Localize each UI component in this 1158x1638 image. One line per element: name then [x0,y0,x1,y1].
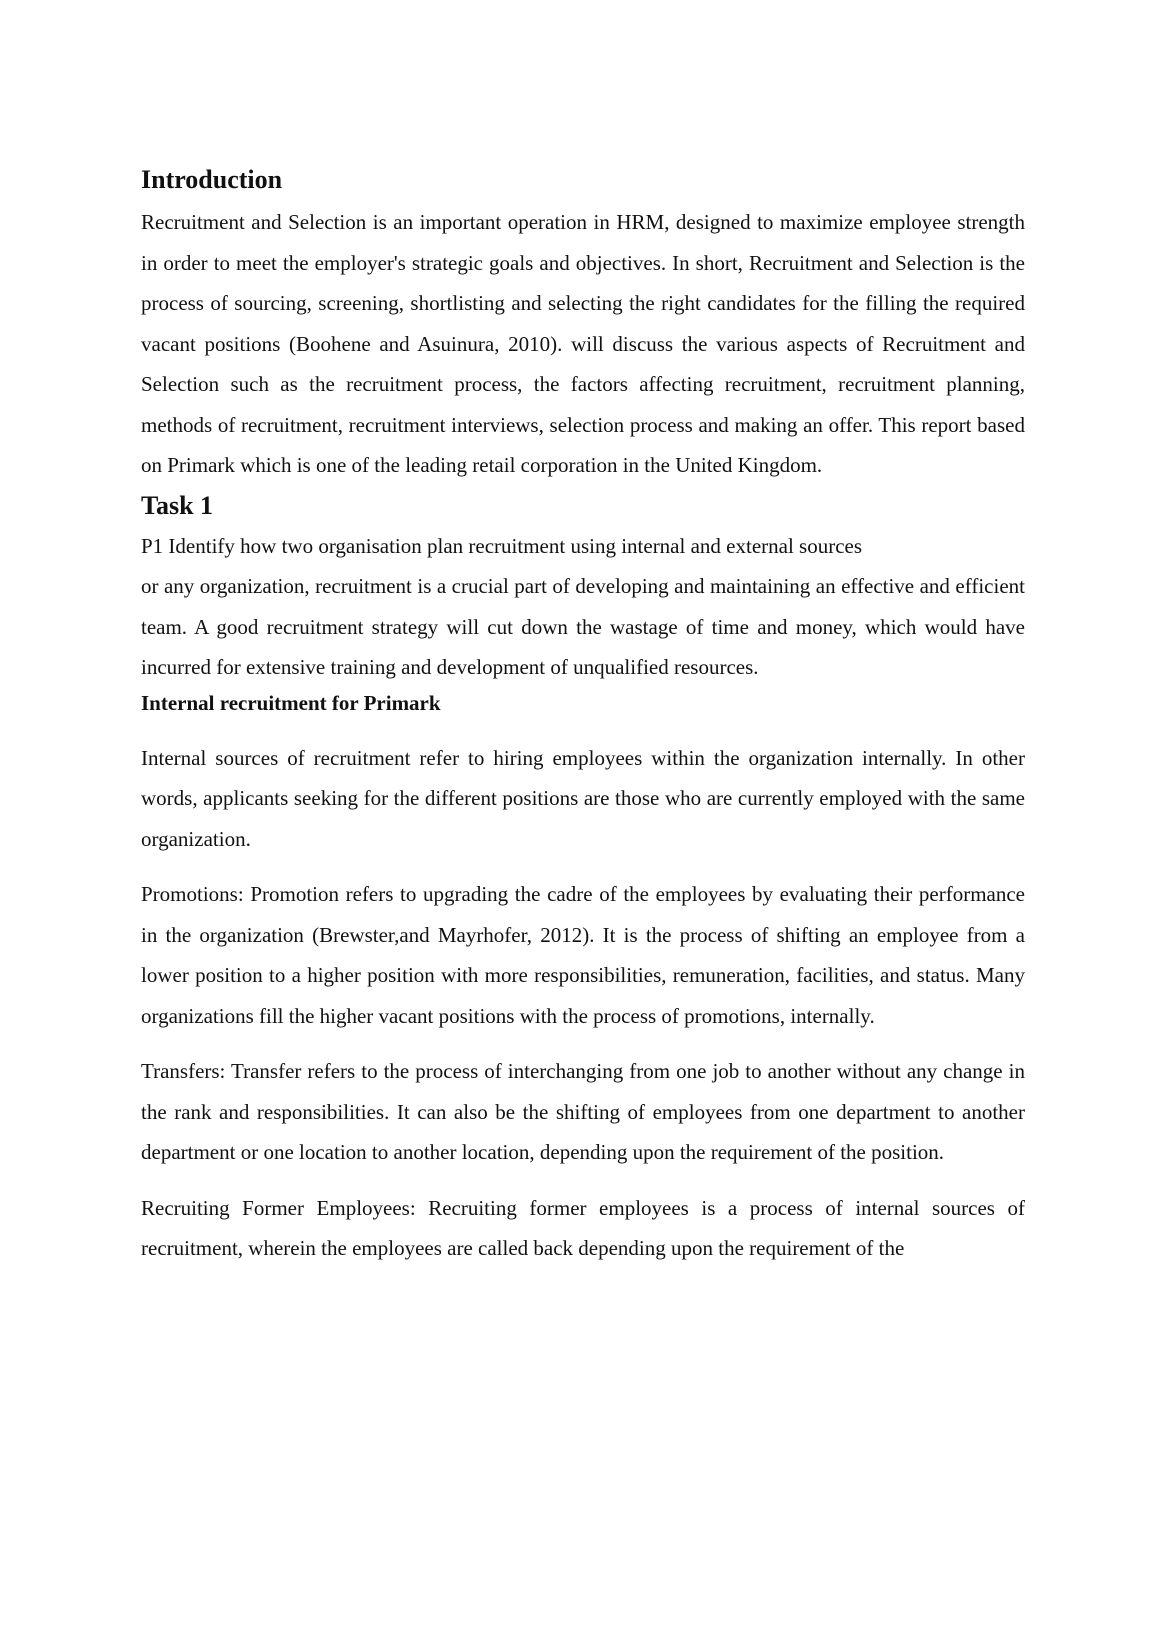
former-employees-paragraph: Recruiting Former Employees: Recruiting former employees is a process of internal sources of recruitment, wherein the employees are called back depending upon the requirement of the [141,1195,1025,1260]
task-1-heading: Task 1 [141,490,214,520]
transfers-paragraph: Transfers: Transfer refers to the process of interchanging from one job to another without any change in the rank and responsibilities. It can also be the shifting of employees from one department to another department or one location to another location, depending upon the requirement of the position. [141,1059,1025,1164]
internal-recruitment-heading: Internal recruitment for Primark [141,690,441,715]
promotions-paragraph: Promotions: Promotion refers to upgrading the cadre of the employees by evaluating their performance in the organization (Brewster,and Mayrhofer, 2012). It is the process of shifting an employee from a lower position to a higher position with more responsibilities, remuneration, facilities, and status. Many organizations fill the higher vacant positions with the process of promotions, internally. [141,882,1025,1028]
task-1-question: P1 Identify how two organisation plan recruitment using internal and external sources [141,533,863,558]
introduction-paragraph: Recruitment and Selection is an important operation in HRM, designed to maximize employee strength in order to meet the employer's strategic goals and objectives. In short, Recruitment and Selection is the process of sourcing, screening, shortlisting and selecting the right candidates for the filling the required vacant positions (Boohene and Asuinura, 2010). will discuss the various aspects of Recruitment and Selection such as the recruitment process, the factors affecting recruitment, recruitment planning, methods of recruitment, recruitment interviews, selection process and making an offer. This report based on Primark which is one of the leading retail corporation in the United Kingdom. [141,210,1025,477]
introduction-heading: Introduction [141,165,283,194]
document-page [141,160,1025,1269]
internal-recruitment-paragraph: Internal sources of recruitment refer to hiring employees within the organization internally. In other words, applicants seeking for the different positions are those who are currently employed with the same organization. [141,745,1025,851]
task-1-paragraph: or any organization, recruitment is a crucial part of developing and maintaining an effective and efficient team. A good recruitment strategy will cut down the wastage of time and money, which would have incurred for extensive training and development of unqualified resources. [141,574,1025,679]
